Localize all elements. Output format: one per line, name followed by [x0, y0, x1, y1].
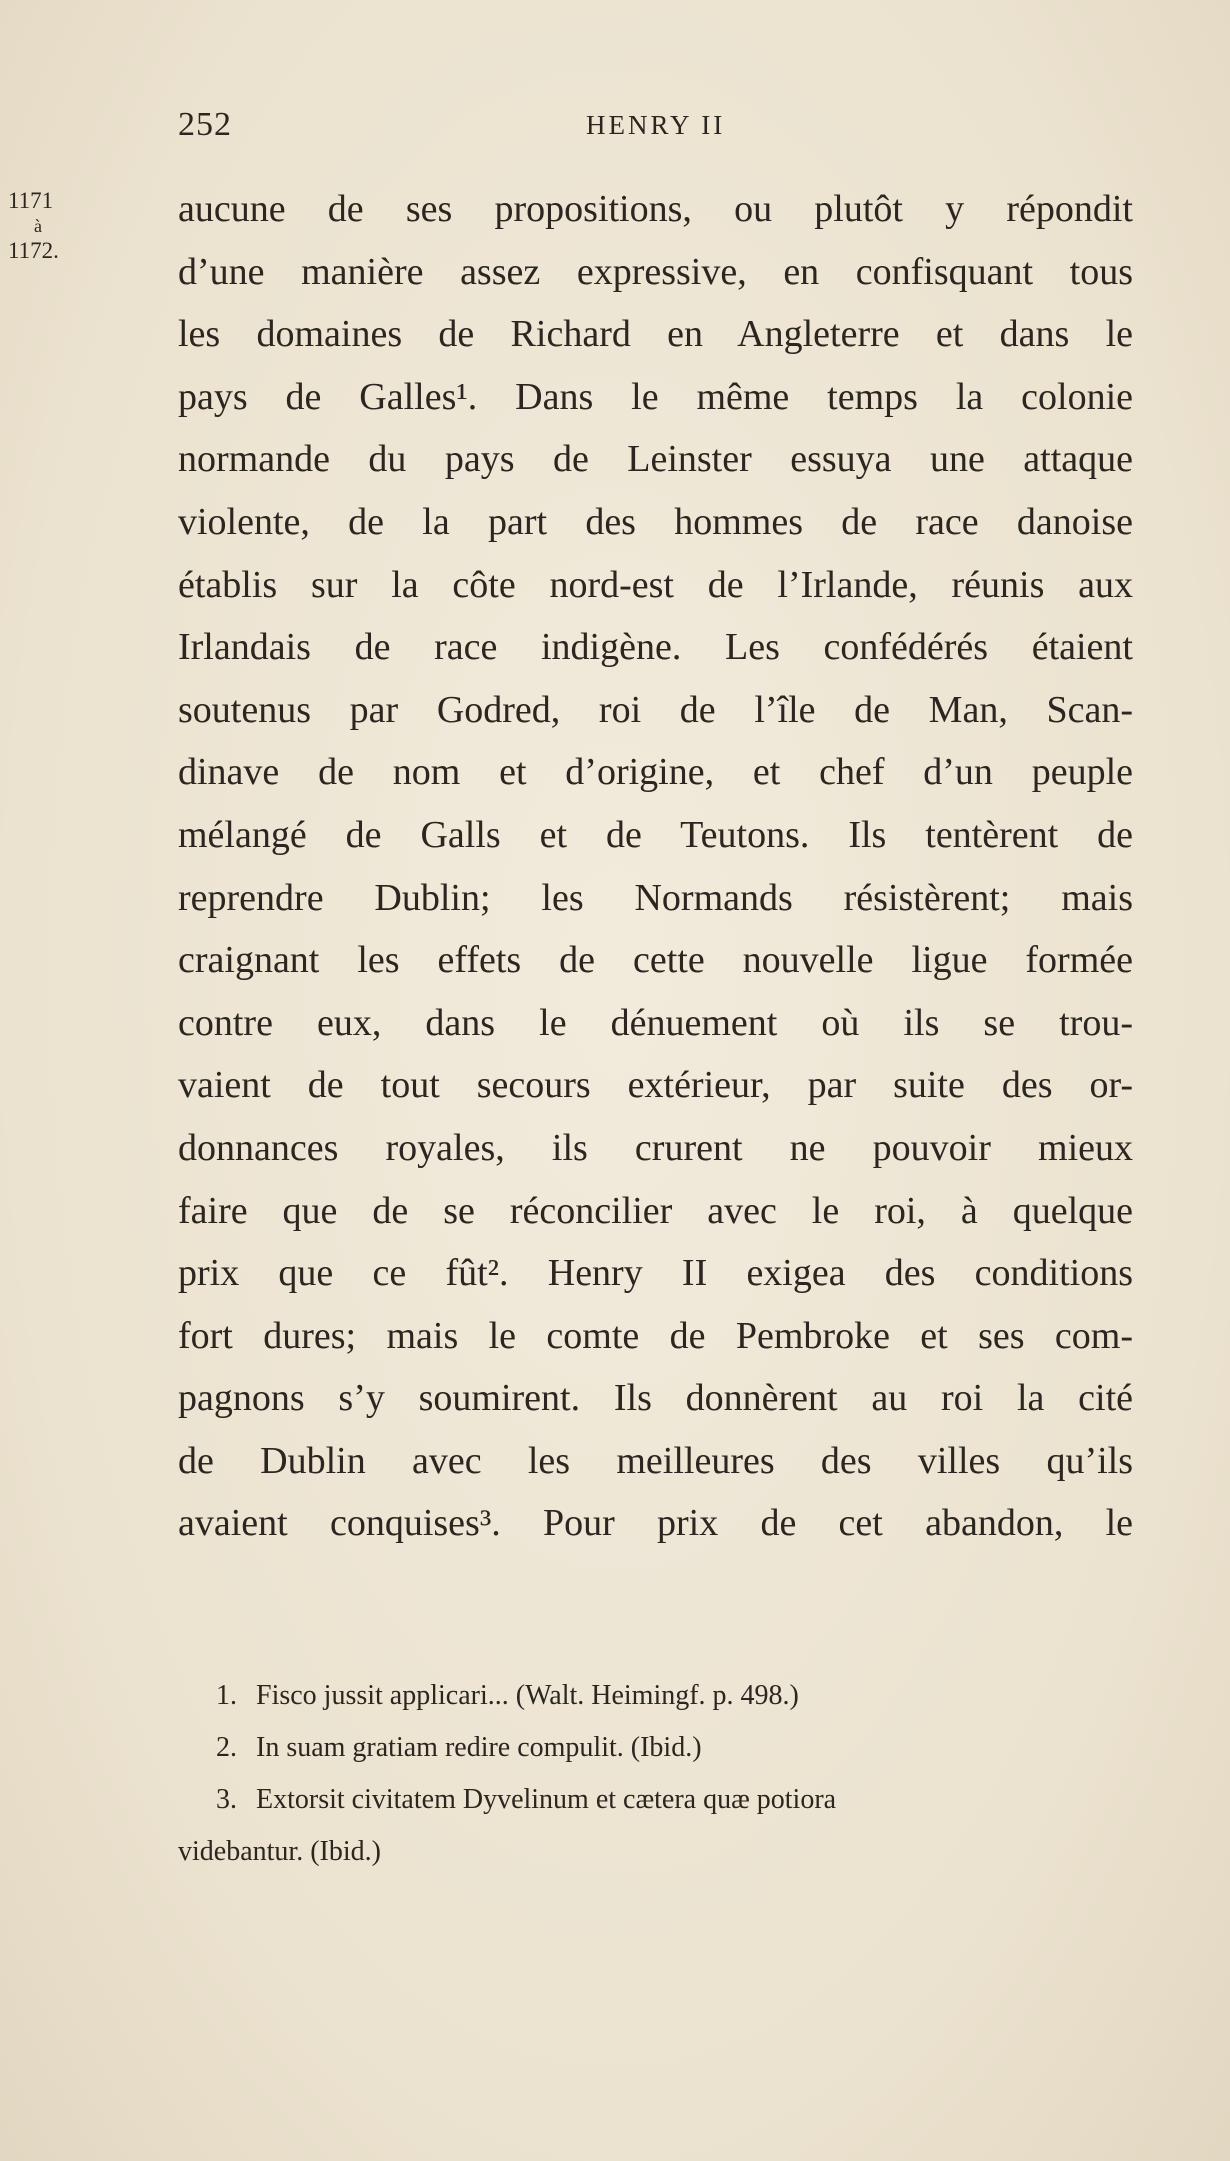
text-line: de Dublin avec les meilleures des villes qu’ils	[178, 1439, 1133, 1482]
text-line: faire que de se réconcilier avec le roi, à quelque	[178, 1189, 1133, 1232]
margin-date-end: 1172.	[8, 238, 59, 263]
margin-date-start: 1171	[8, 188, 54, 213]
footnote	[178, 1774, 1133, 1826]
text-line: vaient de tout secours extérieur, par suite des or-	[178, 1064, 1133, 1107]
text-line: aucune de ses propositions, ou plutôt y répondit	[178, 188, 1133, 230]
text-line: donnances royales, ils crurent ne pouvoir mieux	[178, 1126, 1133, 1169]
footnote-text: Extorsit civitatem Dyvelinum et cætera quæ potiora	[256, 1784, 837, 1815]
footnote-text: In suam gratiam redire compulit. (Ibid.)	[256, 1732, 702, 1763]
text-line: fort dures; mais le comte de Pembroke et ses com-	[178, 1314, 1133, 1357]
text-line: les domaines de Richard en Angleterre et dans le	[178, 313, 1133, 356]
text-line: mélangé de Galls et de Teutons. Ils tentèrent de	[178, 813, 1133, 856]
running-head: HENRY II	[586, 110, 726, 140]
text-line: pagnons s’y soumirent. Ils donnèrent au roi la cité	[178, 1377, 1133, 1420]
text-line: craignant les effets de cette nouvelle ligue formée	[178, 939, 1133, 982]
text-line: contre eux, dans le dénuement où ils se trou-	[178, 1001, 1133, 1044]
text-line: normande du pays de Leinster essuya une attaque	[178, 438, 1133, 481]
text-line: prix que ce fût². Henry II exigea des conditions	[178, 1252, 1133, 1295]
text-line: d’une manière assez expressive, en confisquant tous	[178, 250, 1133, 293]
footnote-number: 2.	[216, 1732, 237, 1763]
footnotes	[178, 1670, 1133, 1878]
body-text	[178, 178, 1133, 1555]
text-line: dinave de nom et d’origine, et chef d’un peuple	[178, 751, 1133, 794]
text-line: Irlandais de race indigène. Les confédérés étaient	[178, 626, 1133, 669]
page-header	[178, 106, 1178, 150]
footnote-number: 3.	[216, 1784, 237, 1815]
footnote	[178, 1670, 1133, 1722]
text-line: pays de Galles¹. Dans le même temps la colonie	[178, 375, 1133, 418]
text-line: avaient conquises³. Pour prix de cet abandon, le	[178, 1502, 1133, 1545]
page-number: 252	[178, 106, 232, 143]
footnote	[178, 1722, 1133, 1774]
margin-date	[8, 186, 168, 261]
text-line: reprendre Dublin; les Normands résistèrent; mais	[178, 876, 1133, 919]
footnote-text: Fisco jussit applicari... (Walt. Heimingf. p. 498.)	[256, 1680, 799, 1711]
margin-date-separator: à	[34, 216, 42, 236]
text-line: violente, de la part des hommes de race danoise	[178, 500, 1133, 543]
footnote-continuation: videbantur. (Ibid.)	[178, 1836, 381, 1867]
footnote-number: 1.	[216, 1680, 237, 1711]
text-line: soutenus par Godred, roi de l’île de Man, Scan-	[178, 688, 1133, 731]
text-line: établis sur la côte nord-est de l’Irlande, réunis aux	[178, 563, 1133, 606]
